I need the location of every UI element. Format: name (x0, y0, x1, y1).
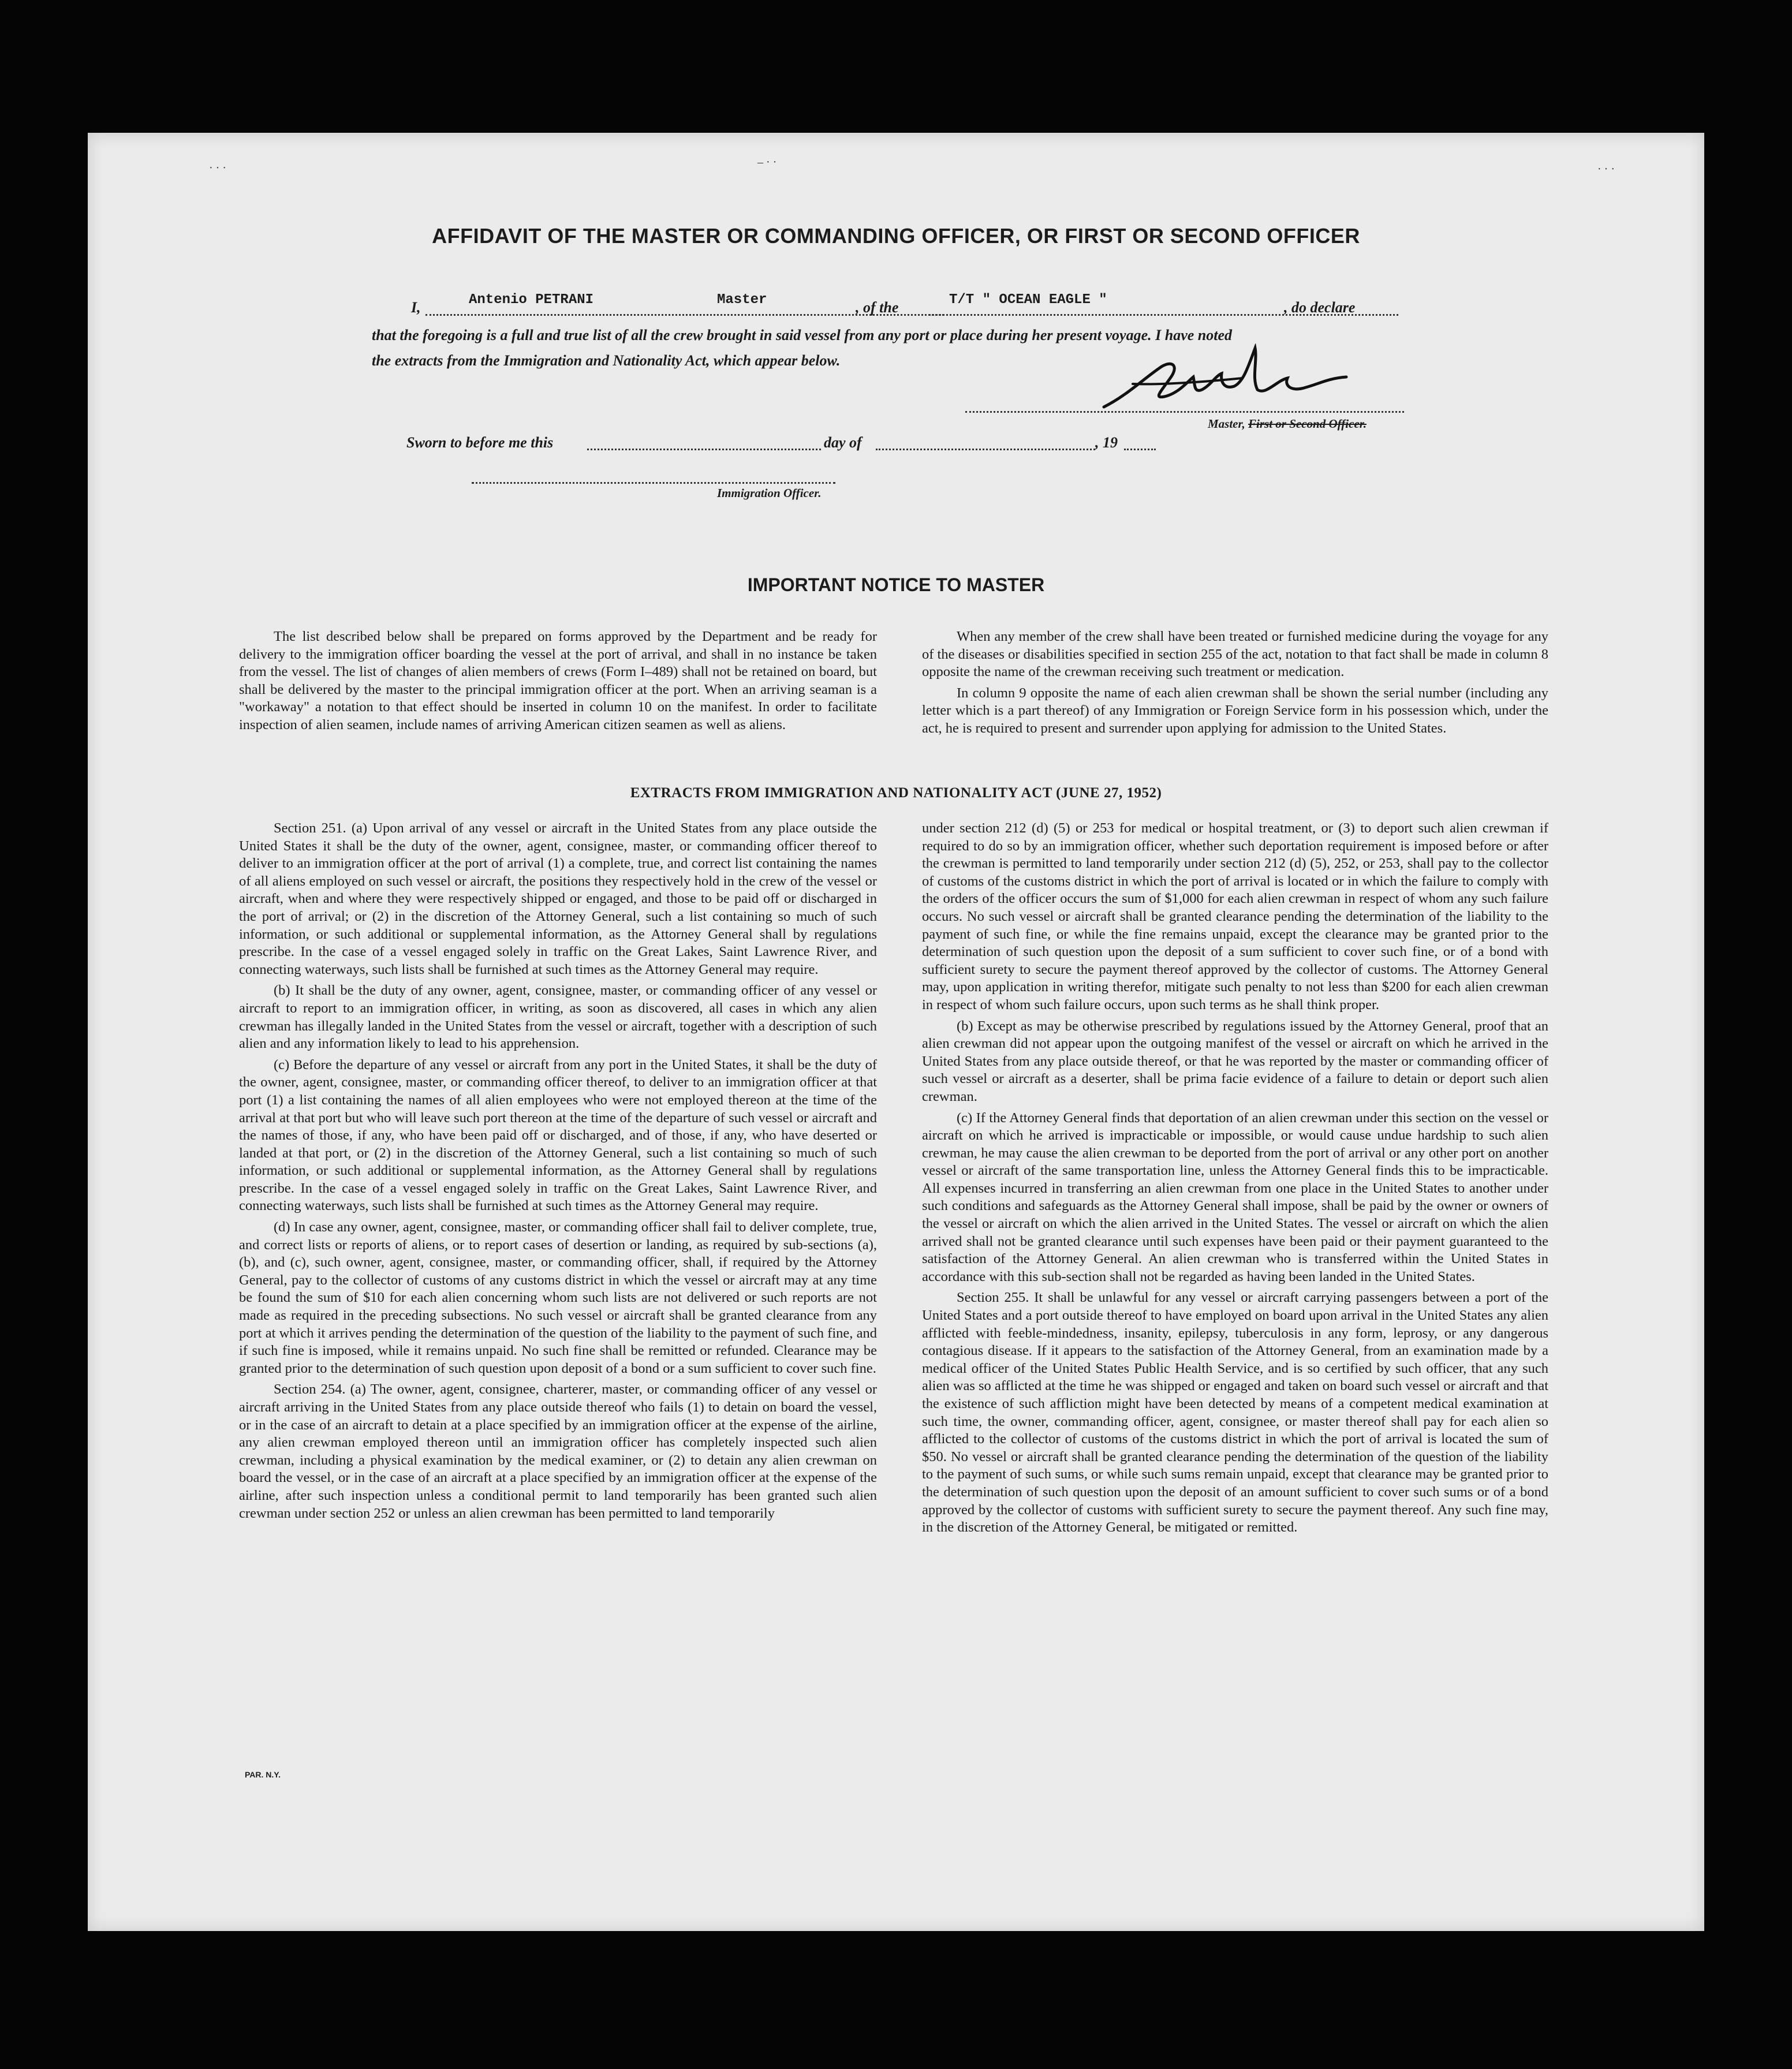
sworn-day-line (587, 449, 821, 450)
document-page (88, 133, 1704, 1931)
scan-mark-left: · · · (209, 162, 226, 174)
i-label: I, (411, 299, 421, 316)
sworn-year-line (1124, 449, 1156, 450)
affidavit-title: AFFIDAVIT OF THE MASTER OR COMMANDING OFFICER, OR FIRST OR SECOND OFFICER (432, 224, 1360, 248)
immigration-officer-caption: Immigration Officer. (717, 486, 822, 500)
signature-line (965, 411, 1404, 413)
section-251a: Section 251. (a) Upon arrival of any vessel or aircraft in the United States from any place outside the United States it shall be the duty of the owner, agent, consignee, master, or commanding officer thereof to deliver to an immigration officer at the port of arrival (1) a complete, true, and correct list containing the names of all aliens employed on such vessel or aircraft, the positions they respectively hold in the crew of the vessel or aircraft, when and where they were respectively shipped or engaged, and those to be paid off or discharged in the port of arrival; or (2) in the discretion of the Attorney General, such a list containing so much of such information, or such additional or supplemental information, as the Attorney General shall by regulations prescribe. In the case of a vessel engaged solely in traffic on the Great Lakes, Saint Lawrence River, and connecting waterways, such lists shall be furnished at such times as the Attorney General may require. (239, 820, 877, 977)
sworn-label: Sworn to before me this (406, 434, 554, 451)
declaration-line-1: that the foregoing is a full and true list of all the crew brought in said vessel from any port or place during her present voyage. I have noted (372, 327, 1233, 343)
section-254a-continued: under section 212 (d) (5) or 253 for medical or hospital treatment, or (3) to deport such alien crewman if required to do so by an immigration officer, whether such deportation requirement is imposed before or after the crewman is permitted to land temporarily under section 212 (d) (5), 252, or 253, shall pay to the collector of customs of the customs district in which the port of arrival is located or in which the failure to comply with the orders of the officer occurs the sum of $1,000 for each alien crewman in respect of whom any such failure occurs. No such vessel or aircraft shall be granted clearance pending the determination of the liability to the payment of such fine, or while the fine remains unpaid, except the clearance may be granted prior to the determination of such question upon the deposit of a sum sufficient to cover such fine, or of a bond with sufficient surety to secure the payment thereof approved by the collector of customs. The Attorney General may, upon application in writing therefor, mitigate such penalty to not less than $200 for each alien crewman in respect of whom such failure occurs, upon such terms as he shall think proper. (922, 820, 1548, 1013)
caption-master: Master, (1208, 417, 1249, 431)
scan-mark-top: – · · (757, 156, 777, 169)
notice-left-column (239, 628, 877, 738)
signature-caption (1208, 417, 1367, 431)
sworn-month-line (876, 449, 1095, 450)
section-254a: Section 254. (a) The owner, agent, consignee, charterer, master, or commanding officer of any vessel or aircraft arriving in the United States from any place outside thereof who fails (1) to detain on board the vessel, or in the case of an aircraft to detain at a place specified by an immigration officer at the expense of the airline, any alien crewman employed thereon until an immigration officer has completely inspected such alien crewman, including a physical examination by the medical examiner, or (2) to detain any alien crewman on board the vessel, or in the case of an aircraft at a place specified by an immigration officer at the expense of the airline, after such inspection unless a conditional permit to land temporarily has been granted such alien crewman under section 252 or unless an alien crewman has been permitted to land temporarily (239, 1381, 877, 1521)
year-prefix: , 19 (1095, 434, 1118, 451)
do-declare-label: , do declare (1284, 299, 1356, 316)
printer-mark: PAR. N.Y. (245, 1770, 281, 1779)
scan-mark-right: · · · (1597, 163, 1615, 175)
declaration-line-2: the extracts from the Immigration and Nationality Act, which appear below. (372, 352, 841, 369)
notice-paragraph-medicine: When any member of the crew shall have been treated or furnished medicine during the voyage for any of the diseases or disabilities specified in section 255 of the act, notation to that fact shall be made in column 8 opposite the name of the crewman receiving such treatment or medication. (922, 629, 1548, 680)
master-signature (1092, 343, 1369, 419)
notice-title: IMPORTANT NOTICE TO MASTER (747, 574, 1045, 595)
caption-struck-officer: First or Second Officer. (1248, 417, 1367, 431)
section-255: Section 255. It shall be unlawful for any vessel or aircraft carrying passengers between a port of the United States and a port outside thereof to have employed on board upon arrival in the United States any alien afflicted with feeble-mindedness, insanity, epilepsy, tuberculosis in any form, leprosy, or any dangerous contagious disease. If it appears to the satisfaction of the Attorney General, from an examination made by a medical officer of the United States Public Health Service, and is so certified by such officer, that any such alien was so afflicted at the time he was shipped or engaged and taken on board such vessel or aircraft and that the existence of such affliction might have been detected by means of a competent medical examination at such time, the owner, commanding officer, agent, consignee, or master thereof shall pay for each alien so afflicted to the collector of customs of the customs district in which the port of arrival is located the sum of $50. No vessel or aircraft shall be granted clearance pending the determination of the question of the liability to the payment of such sums, or while such sums remain unpaid, except that clearance may be granted prior to the determination of such question upon the deposit of an amount sufficient to cover such sums or of a bond approved by the collector of customs with sufficient surety to secure the payment thereof. Any such fine may, in the discretion of the Attorney General, be mitigated or remitted. (922, 1290, 1548, 1536)
section-251c: (c) Before the departure of any vessel or aircraft from any port in the United States, it shall be the duty of the owner, agent, consignee, master, or commanding officer thereof, to deliver to an immigration officer at that port (1) a list containing the names of all alien employees who were not employed thereon at the time of the arrival at that port but who will leave such port thereon at the time of the departure of such vessel or aircraft and the names of those, if any, who have been paid off or discharged, and of those, if any, who have deserted or landed at that port, or (2) in the discretion of the Attorney General, such a list containing so much of such information, or such additional or supplemental information, as the Attorney General shall by regulations prescribe. In the case of a vessel engaged solely in traffic on the Great Lakes, Saint Lawrence River, and connecting waterways, such lists shall be furnished at such times as the Attorney General may require. (239, 1056, 877, 1214)
extracts-right-column (922, 820, 1548, 1540)
day-of-label: day of (824, 434, 862, 451)
section-254c: (c) If the Attorney General finds that deportation of an alien crewman under this section on the vessel or aircraft on which he arrived is impracticable or impossible, or would cause undue hardship to such alien crewman, he may cause the alien crewman to be deported from the port of arrival or any other port on another vessel or aircraft of the same transportation line, unless the Attorney General finds this to be impracticable. All expenses incurred in transferring an alien crewman from one place in the United States to another under such conditions and safeguards as the Attorney General shall impose, shall be paid by the owner or owners of the vessel or aircraft on which the alien arrived in the United States. The vessel or aircraft on which the alien arrived shall not be granted clearance until such expenses have been paid or their payment guaranteed to the satisfaction of the Attorney General. An alien crewman who is transferred within the United States in accordance with this sub-section shall not be regarded as having been landed in the United States. (922, 1110, 1548, 1284)
vessel-name: T/T " OCEAN EAGLE " (949, 292, 1107, 308)
master-name: Antenio PETRANI (469, 292, 594, 308)
notice-right-column (922, 628, 1548, 741)
section-254b: (b) Except as may be otherwise prescribed by regulations issued by the Attorney General, proof that an alien crewman did not appear upon the outgoing manifest of the vessel or aircraft on which he arrived in the United States from any place outside thereof, or that he was reported by the master or commanding officer of such vessel or aircraft as a deserter, shall be prima facie evidence of a failure to detain or deport such alien crewman. (922, 1018, 1548, 1104)
immigration-officer-line (472, 482, 835, 484)
notice-paragraph-list: The list described below shall be prepared on forms approved by the Department and be ready for delivery to the immigration officer boarding the vessel at the port of arrival, and shall in no instance be taken from the vessel. The list of changes of alien members of crews (Form I–489) shall not be retained on board, but shall be delivered by the master to the principal immigration officer at the port. When an arriving seaman is a "workaway" a notation to that effect should be inserted in column 10 on the manifest. In order to facilitate inspection of alien seamen, include names of arriving American citizen seamen as well as aliens. (239, 629, 877, 733)
extracts-left-column (239, 820, 877, 1526)
section-251b: (b) It shall be the duty of any owner, agent, consignee, master, or commanding officer of any vessel or aircraft to report to an immigration officer, in writing, as soon as discovered, all cases in which any alien crewman has illegally landed in the United States from the vessel or aircraft, together with a description of such alien and any information likely to lead to his apprehension. (239, 983, 877, 1052)
master-rank: Master (717, 292, 767, 308)
notice-paragraph-column9: In column 9 opposite the name of each alien crewman shall be shown the serial number (including any letter which is a part thereof) of any Immigration or Foreign Service form in his possession which, under the act, he is required to present and surrender upon applying for admission to the United States. (922, 685, 1548, 736)
of-the-label: , of the (856, 299, 899, 316)
extracts-title: EXTRACTS FROM IMMIGRATION AND NATIONALITY ACT (JUNE 27, 1952) (630, 785, 1162, 801)
section-251d: (d) In case any owner, agent, consignee, master, or commanding officer shall fail to deliver complete, true, and correct lists or reports of aliens, or to report cases of desertion or landing, as required by sub-sections (a), (b), and (c), such owner, agent, consignee, master, or commanding officer, shall, if required by the Attorney General, pay to the collector of customs of any customs district in which the vessel or aircraft may at any time be found the sum of $10 for each alien concerning whom such lists are not delivered or such reports are not made as required in the preceding subsections. No such vessel or aircraft shall be granted clearance from any port at which it arrives pending the determination of the question of the liability to the payment of such fine, and if such fine is imposed, while it remains unpaid. No such fine shall be remitted or refunded. Clearance may be granted prior to the determination of such question upon deposit of a bond or a sum sufficient to cover such fine. (239, 1219, 877, 1376)
